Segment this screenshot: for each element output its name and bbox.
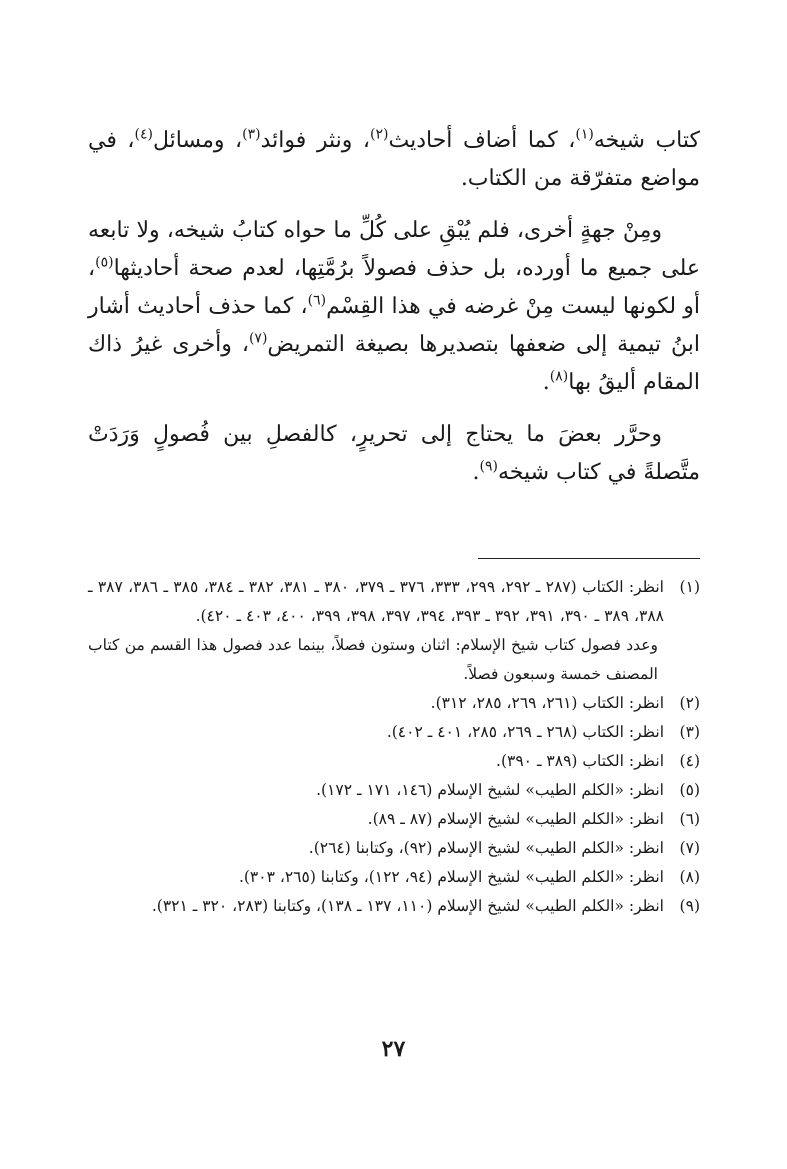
text-run: وحرَّر بعضَ ما يحتاج إلى تحريرٍ، كالفصلِ بين فُصولٍ وَرَدَتْ متَّصلةً في كتاب شيخه bbox=[88, 422, 700, 485]
footnote-number: (٣) bbox=[679, 723, 700, 741]
text-run: ، في مواضع متفرّقة من الكتاب. bbox=[88, 128, 700, 191]
text-run: . bbox=[542, 370, 550, 395]
footnote-ref-8[interactable]: (٨) bbox=[549, 368, 569, 385]
footnotes-list bbox=[88, 573, 700, 921]
footnote-text: انظر: «الكلم الطيب» لشيخ الإسلام (٨٧ ـ ٨٩). bbox=[367, 810, 664, 828]
footnote-number: (٦) bbox=[679, 810, 700, 828]
text-run: ومِنْ جهةٍ أخرى، فلم يُبْقِ على كُلِّ ما حواه كتابُ شيخه، ولا تابعه على جميع ما أورده، بل حذف فصولاً برُمَّتِها، لعدم صحة أحاديثها bbox=[88, 218, 700, 281]
footnote-number: (٥) bbox=[679, 781, 700, 799]
footnote-ref-5[interactable]: (٥) bbox=[95, 254, 114, 271]
footnote-number: (١) bbox=[679, 578, 700, 596]
footnote-7 bbox=[88, 834, 700, 863]
footnote-ref-7[interactable]: (٧) bbox=[248, 330, 268, 347]
footnote-5 bbox=[88, 776, 700, 805]
footnote-9 bbox=[88, 892, 700, 921]
footnote-text: انظر: الكتاب (٣٨٩ ـ ٣٩٠). bbox=[496, 752, 664, 770]
footnote-text: انظر: «الكلم الطيب» لشيخ الإسلام (٩٤، ١٢٢)، وكتابنا (٢٦٥، ٣٠٣). bbox=[238, 868, 664, 886]
footnote-text: انظر: «الكلم الطيب» لشيخ الإسلام (٩٢)، وكتابنا (٢٦٤). bbox=[308, 839, 664, 857]
footnote-number: (٩) bbox=[679, 897, 700, 915]
text-run: كتاب شيخه bbox=[593, 128, 700, 153]
footnote-number: (٨) bbox=[679, 868, 700, 886]
text-run: ، كما حذف أحاديث أشار ابنُ تيمية إلى ضعفها بتصديرها بصيغة التمريض bbox=[88, 294, 700, 357]
footnote-text: انظر: «الكلم الطيب» لشيخ الإسلام (١١٠، ١٣٧ ـ ١٣٨)، وكتابنا (٢٨٣، ٣٢٠ ـ ٣٢١). bbox=[151, 897, 664, 915]
footnote-ref-3[interactable]: (٣) bbox=[242, 126, 261, 143]
footnote-ref-2[interactable]: (٢) bbox=[370, 126, 389, 143]
footnote-8 bbox=[88, 863, 700, 892]
text-run: ، كما أضاف أحاديث bbox=[388, 128, 576, 153]
text-run: ، وأخرى غيرُ ذاك المقام أليقُ بها bbox=[88, 332, 700, 395]
footnote-6 bbox=[88, 805, 700, 834]
footnote-ref-6[interactable]: (٦) bbox=[307, 292, 327, 309]
text-run: ، ومسائل bbox=[152, 128, 243, 153]
paragraph-2 bbox=[88, 212, 700, 402]
footnote-text: انظر: الكتاب (٢٦٨ ـ ٢٦٩، ٢٨٥، ٤٠١ ـ ٤٠٢). bbox=[386, 723, 664, 741]
footnote-4 bbox=[88, 747, 700, 776]
main-text bbox=[88, 122, 700, 506]
footnote-ref-1[interactable]: (١) bbox=[575, 126, 594, 143]
text-run: ، ونثر فوائد bbox=[260, 128, 371, 153]
paragraph-3 bbox=[88, 416, 700, 492]
footnote-text: انظر: «الكلم الطيب» لشيخ الإسلام (١٤٦، ١٧١ ـ ١٧٢). bbox=[316, 781, 664, 799]
footnote-number: (٤) bbox=[679, 752, 700, 770]
footnote-2 bbox=[88, 689, 700, 718]
footnote-3 bbox=[88, 718, 700, 747]
page-number: ٢٧ bbox=[381, 1036, 406, 1062]
footnote-ref-9[interactable]: (٩) bbox=[479, 458, 498, 475]
footnote-note: وعدد فصول كتاب شيخ الإسلام: اثنان وستون فصلاً، بينما عدد فصول هذا القسم من كتاب المصنف خمسة وسبعون فصلاً. bbox=[88, 636, 658, 683]
text-run: . bbox=[472, 460, 480, 485]
text-run: ، أو لكونها ليست مِنْ غرضه في هذا القِسْم bbox=[88, 256, 701, 319]
footnote-separator bbox=[478, 558, 700, 559]
footnote-ref-4[interactable]: (٤) bbox=[134, 126, 153, 143]
footnote-1 bbox=[88, 573, 700, 689]
footnote-text: انظر: الكتاب (٢٦١، ٢٦٩، ٢٨٥، ٣١٢). bbox=[430, 694, 664, 712]
footnote-number: (٢) bbox=[679, 694, 700, 712]
footnote-text: انظر: الكتاب (٢٨٧ ـ ٢٩٢، ٢٩٩، ٣٣٣، ٣٧٦ ـ ٣٧٩، ٣٨٠ ـ ٣٨١، ٣٨٢ ـ ٣٨٤، ٣٨٥ ـ ٣٨٦، ٣٨٧ ـ ٣٨٨، ٣٨٩ ـ ٣٩٠، ٣٩١، ٣٩٢ ـ ٣٩٣، ٣٩٤، ٣٩٧، ٣٩٨، ٣٩٩، ٤٠٠، ٤٠٣ ـ ٤٢٠). bbox=[88, 578, 664, 625]
paragraph-1 bbox=[88, 122, 700, 198]
footnote-number: (٧) bbox=[679, 839, 700, 857]
